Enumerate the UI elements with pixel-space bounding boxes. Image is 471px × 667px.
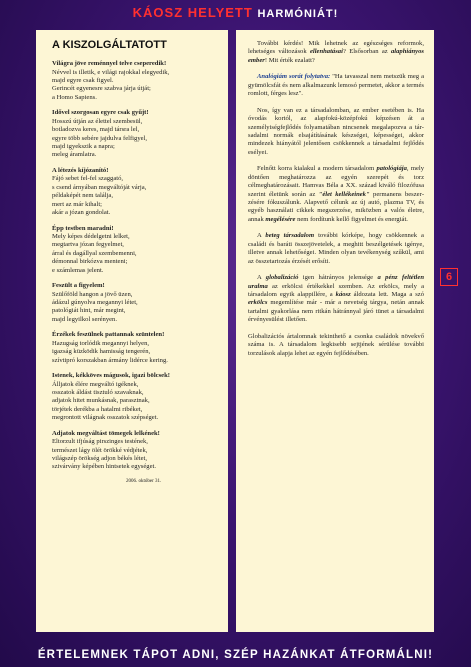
stanza-heading: Épp testben maradni!: [52, 224, 114, 232]
stanza-line: példaképét nem találja,: [52, 192, 113, 200]
page-footer: ÉRTELEMNEK TÁPOT ADNI, SZÉP HAZÁNKAT ÁTFORMÁLNI!: [37, 649, 434, 661]
stanza-line: adjatok hitet munkásnak, parasztnak,: [52, 397, 150, 405]
poem-stanza: [52, 430, 214, 472]
stanza-line: a Homo Sapiens.: [52, 93, 97, 101]
stanza-line: majd igyekszik a napra;: [52, 143, 115, 151]
stanza-heading: A létezés kíjózanító!: [52, 166, 109, 174]
stanza-line: törjétek derékba a hatalmi ribéket,: [52, 405, 143, 413]
paragraph-1: További kérdés! Mik lehetnek az egészséges reformok, lehetséges változások ellenhatásai? Elsősorban az alaphiányos ember! Mit érték ezalatt?: [248, 40, 424, 64]
stanza-line: majd legyilkol serényen.: [52, 315, 118, 323]
stanza-heading: Érzékek feszülnek pattannak szüntelen!: [52, 331, 165, 339]
paragraph-5: A beteg társadalom további kórképe, hogy csökkennek a családi és baráti összejövetelek, a meghitt beszélgetések igénye, illetve annak lehetőségei. Minden olyan tevékenység szűkül, ami az összetartozás érzését erősíti.: [248, 232, 424, 265]
poem-title: A KISZOLGÁLTATOTT: [52, 39, 167, 51]
paragraph-7: Globalizációs ártalomnak tekinthető a csonka családok növekvő száma is. A társadalom legkisebb sejtjének sérülése további torzulások alapja lehet az egyén fejlődésében.: [248, 332, 424, 357]
stanza-line: botladozva keres, majd társra lel,: [52, 126, 140, 134]
stanza-line: Eltorzult ifjúság pirszinges testének,: [52, 438, 148, 446]
stanza-line: mert az már kihalt;: [52, 200, 102, 208]
header-part2: HARMÓNIÁT!: [257, 8, 339, 20]
stanza-heading: Világra jöve reménnyel telve cseperedik!: [52, 60, 167, 68]
stanza-line: megrontott világnak osszatok szépséget.: [52, 414, 159, 422]
stanza-line: s csend árnyában megváltóját várja,: [52, 183, 147, 191]
stanza-line: Névvel is illetik, e világi rajokkal elegyedik,: [52, 68, 170, 76]
poem-stanza: [52, 331, 214, 365]
stanza-line: igazság küzködik hamisság tengerén,: [52, 348, 151, 356]
poem-stanza: [52, 282, 214, 324]
stanza-line: Álljatok élére megváltó igéknek,: [52, 380, 139, 388]
left-column: [36, 30, 228, 632]
stanza-line: majd egyre csak figyel.: [52, 76, 114, 84]
stanza-line: megtartva józan fegyelmet,: [52, 241, 124, 249]
stanza-line: Szülőföld hangon a jövő üzen,: [52, 290, 133, 298]
stanza-line: Hosszú útján az élettel szembesül,: [52, 117, 143, 125]
paragraph-4: Felnőtt korra kialakul a modern társadalom patológiája, mely döntően meghatározza az egyén szerepét és torz célmeghatározásait. Hamvas Béla a XX. század kiváló filozófusa szerint életünk során az "élet kellékeinek" permanens beszerzésére fókuszálunk. Alapvető célunk az új autó, plazma TV, és egyéb használati cikkek megszerzése, miközben a valós életre, annak megélésére nem fordítunk kellő figyelmet és energiát.: [248, 165, 425, 223]
header-part1: KÁOSZ HELYETT: [132, 5, 253, 20]
stanza-line: egyre több sebére jajdulva felfigyel,: [52, 134, 148, 142]
paragraph-2: Analógiám sorát folytatva: "Ha tavasszal nem metszük meg a gyümölcsfát és nem alkalmazunk lemosó permetet, akkor a termés romlott, férges lesz".: [248, 73, 424, 98]
stanza-line: természet lágy ölét örökké védjétek,: [52, 446, 148, 454]
stanza-line: árral és dagállyal szembemenni,: [52, 249, 137, 257]
stanza-heading: Adjatok megváltást tömegek lelkének!: [52, 429, 160, 437]
stanza-line: Mely képes dédelgetni lelket,: [52, 232, 130, 240]
stanza-line: ádázul gúnyolva megannyi létet,: [52, 299, 138, 307]
stanza-line: Hazugság torlódik megannyi helyen,: [52, 339, 150, 347]
right-column: [236, 30, 434, 632]
stanza-line: világszép örökség adjon békés létet,: [52, 455, 148, 463]
stanza-line: meleg áramlatra.: [52, 151, 97, 159]
stanza-heading: Istenek, kékköves mágusok, igazi bölcsek!: [52, 372, 170, 380]
stanza-line: démonnal birkózva menteni;: [52, 258, 128, 266]
stanza-line: Fájó sebet fel-fel szaggató,: [52, 175, 124, 183]
stanza-line: szívtipró korszakban ármány lidérce kering.: [52, 356, 168, 364]
poem-stanza: [52, 60, 214, 102]
poem-stanza: [52, 109, 214, 160]
poem-stanza: [52, 372, 214, 423]
stanza-line: e számlemas jelent.: [52, 266, 104, 274]
stanza-heading: Feszült a figyelem!: [52, 282, 105, 290]
page-header: [0, 5, 471, 20]
stanza-line: patológiát hint, már megint,: [52, 307, 126, 315]
stanza-line: Gerincét egyenesre szabva járja útját;: [52, 85, 151, 93]
page-number: 6: [440, 268, 458, 286]
poem-date: 2006. október 31.: [126, 478, 162, 484]
stanza-line: szivárvány képében hintsetek egységet.: [52, 463, 156, 471]
poem-stanza: [52, 225, 214, 276]
paragraph-3: Nos, így van ez a társadalomban, az ember esetében is. Ha óvodás kortól, az alapfokú-középfokú képzésen át a személyiségfejlődés folyamatában nincsenek megalapozva a társadalmi normák elsajátításának készségei, képességei, akkor mindezek hiányától jelentősen csökkennek a társadalmi fejlődés esélyei.: [248, 106, 424, 156]
stanza-heading: Idővel szorgosan egyre csak gyűjt!: [52, 109, 149, 117]
paragraph-6: A globalizáció igen hátrányos jelensége a pénz feltétlen uralma az erkölcsi értékekkel szemben. Az erkölcs, mely a társadalom egyik alappillére, a káosz áldozata lett. Maga a szó erkölcs megemlítése már - már a nevetség tárgya, netán annak tartalmi gyakorlása nem ritkán hátránnyal járó tünet a társadalmi érvényesülést illetően.: [248, 274, 425, 324]
poem-stanzas: [50, 60, 214, 472]
stanza-line: osszatok áldást tisztuló szavaknak,: [52, 388, 144, 396]
poem-stanza: [52, 167, 214, 218]
stanza-line: akár a józan gondolat.: [52, 209, 111, 217]
